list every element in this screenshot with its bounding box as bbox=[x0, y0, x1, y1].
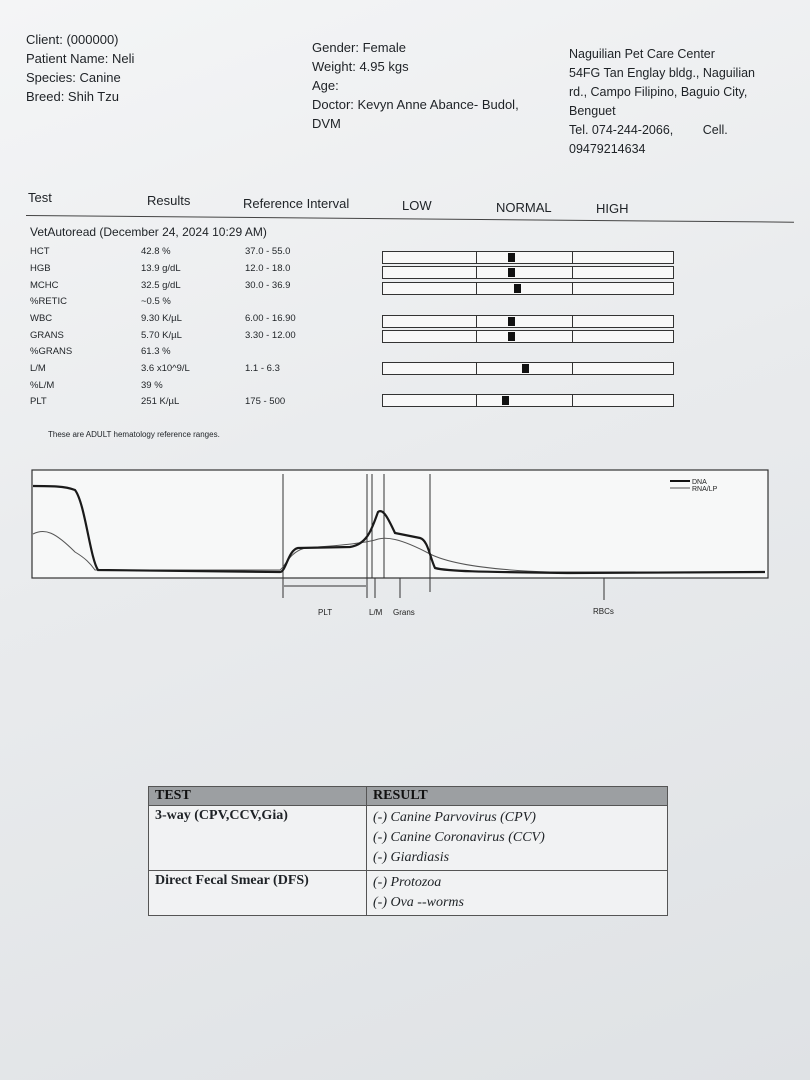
table-row bbox=[149, 806, 668, 871]
hema-range: 3.30 - 12.00 bbox=[245, 330, 296, 341]
hema-range: 175 - 500 bbox=[245, 396, 286, 407]
range-bar bbox=[382, 266, 674, 279]
range-marker bbox=[508, 317, 515, 326]
patient-info bbox=[26, 30, 134, 106]
low-normal-divider bbox=[476, 267, 477, 278]
clinic-address-2: rd., Campo Filipino, Baguio City, bbox=[569, 85, 748, 99]
hema-result: 42.8 % bbox=[141, 246, 171, 257]
hema-range: 30.0 - 36.9 bbox=[245, 280, 291, 291]
range-bar bbox=[382, 315, 674, 328]
hema-test: PLT bbox=[30, 396, 47, 407]
low-normal-divider bbox=[476, 395, 477, 406]
hema-range: 6.00 - 16.90 bbox=[245, 313, 296, 324]
hema-range: 12.0 - 18.0 bbox=[245, 263, 291, 274]
range-bar bbox=[382, 362, 674, 375]
lm-label: L/M bbox=[369, 608, 383, 617]
result-item: (-) Canine Coronavirus (CCV) bbox=[373, 830, 545, 845]
patient-name-line: Patient Name: Neli bbox=[26, 51, 135, 66]
hema-result: 61.3 % bbox=[141, 346, 171, 357]
hema-test: L/M bbox=[30, 363, 46, 374]
clinic-phone: Tel. 074-244-2066, bbox=[569, 123, 674, 137]
doctor-line: Doctor: Kevyn Anne Abance- Budol, bbox=[312, 97, 519, 112]
clinic-name: Naguilian Pet Care Center bbox=[569, 47, 715, 61]
plt-label: PLT bbox=[318, 608, 333, 617]
normal-high-divider bbox=[572, 331, 573, 342]
hema-test: HCT bbox=[30, 246, 50, 257]
result-item: (-) Ova --worms bbox=[373, 895, 464, 910]
results-table bbox=[148, 786, 668, 916]
col-reference: Reference Interval bbox=[243, 196, 350, 211]
visit-details bbox=[312, 38, 519, 133]
clinic-cell: 09479214634 bbox=[569, 142, 646, 156]
weight-line: Weight: 4.95 kgs bbox=[312, 59, 409, 74]
client-line: Client: (000000) bbox=[26, 32, 119, 47]
col-test: Test bbox=[28, 190, 52, 205]
normal-high-divider bbox=[572, 363, 573, 374]
low-normal-divider bbox=[476, 283, 477, 294]
rbcs-label: RBCs bbox=[593, 607, 614, 616]
species-line: Species: Canine bbox=[26, 70, 121, 85]
col-high: HIGH bbox=[596, 201, 629, 216]
range-bar bbox=[382, 330, 674, 343]
hema-result: 5.70 K/µL bbox=[141, 330, 182, 341]
result-item: (-) Giardiasis bbox=[373, 850, 450, 865]
histogram-frame bbox=[32, 470, 768, 578]
hema-test: %L/M bbox=[30, 380, 55, 391]
age-line: Age: bbox=[312, 78, 339, 93]
clinic-phone-line bbox=[569, 121, 755, 140]
low-normal-divider bbox=[476, 363, 477, 374]
clinic-address-3: Benguet bbox=[569, 104, 616, 118]
col-low: LOW bbox=[402, 198, 432, 213]
result-item: (-) Canine Parvovirus (CPV) bbox=[373, 810, 536, 825]
low-normal-divider bbox=[476, 252, 477, 263]
results-header-test: TEST bbox=[149, 787, 367, 806]
hema-result: 39 % bbox=[141, 380, 163, 391]
hema-range: 1.1 - 6.3 bbox=[245, 363, 280, 374]
normal-high-divider bbox=[572, 252, 573, 263]
results-table-header bbox=[149, 787, 668, 806]
test-name: Direct Fecal Smear (DFS) bbox=[149, 871, 367, 916]
hema-result: 251 K/µL bbox=[141, 396, 180, 407]
clinic-address-1: 54FG Tan Englay bldg., Naguilian bbox=[569, 66, 755, 80]
range-marker bbox=[508, 253, 515, 262]
hema-range: 37.0 - 55.0 bbox=[245, 246, 291, 257]
results-header-result: RESULT bbox=[367, 787, 668, 806]
range-marker bbox=[514, 284, 521, 293]
range-bar bbox=[382, 394, 674, 407]
range-marker bbox=[508, 332, 515, 341]
range-marker bbox=[502, 396, 509, 405]
legend-dna-label: DNA bbox=[692, 479, 707, 486]
col-normal: NORMAL bbox=[496, 200, 552, 215]
normal-high-divider bbox=[572, 316, 573, 327]
hema-test: WBC bbox=[30, 313, 53, 324]
histogram-chart bbox=[30, 468, 770, 628]
doctor-title-line: DVM bbox=[312, 116, 341, 131]
breed-line: Breed: Shih Tzu bbox=[26, 89, 119, 104]
low-normal-divider bbox=[476, 331, 477, 342]
clinic-info bbox=[569, 45, 755, 159]
hema-test: MCHC bbox=[30, 280, 59, 291]
normal-high-divider bbox=[572, 395, 573, 406]
col-results: Results bbox=[147, 193, 191, 208]
table-row bbox=[149, 871, 668, 916]
legend-rna-label: RNA/LP bbox=[692, 486, 718, 493]
hema-result: 13.9 g/dL bbox=[141, 263, 181, 274]
hema-result: 9.30 K/µL bbox=[141, 313, 182, 324]
reference-note: These are ADULT hematology reference ranges. bbox=[48, 430, 220, 439]
gender-line: Gender: Female bbox=[312, 40, 406, 55]
run-title: VetAutoread (December 24, 2024 10:29 AM) bbox=[30, 225, 267, 239]
hema-test: GRANS bbox=[30, 330, 64, 341]
hema-result: 32.5 g/dL bbox=[141, 280, 181, 291]
result-item: (-) Protozoa bbox=[373, 875, 442, 890]
normal-high-divider bbox=[572, 283, 573, 294]
range-marker bbox=[508, 268, 515, 277]
hema-result: 3.6 x10^9/L bbox=[141, 363, 190, 374]
grans-label: Grans bbox=[393, 608, 415, 617]
test-name: 3-way (CPV,CCV,Gia) bbox=[149, 806, 367, 871]
hema-test: %RETIC bbox=[30, 296, 67, 307]
header-rule bbox=[26, 215, 794, 223]
test-results bbox=[367, 871, 668, 916]
range-bar bbox=[382, 282, 674, 295]
range-marker bbox=[522, 364, 529, 373]
test-results bbox=[367, 806, 668, 871]
clinic-cell-label: Cell. bbox=[702, 123, 728, 137]
hema-test: HGB bbox=[30, 263, 51, 274]
hema-test: %GRANS bbox=[30, 346, 73, 357]
hema-result: ~0.5 % bbox=[141, 296, 171, 307]
normal-high-divider bbox=[572, 267, 573, 278]
range-bar bbox=[382, 251, 674, 264]
low-normal-divider bbox=[476, 316, 477, 327]
